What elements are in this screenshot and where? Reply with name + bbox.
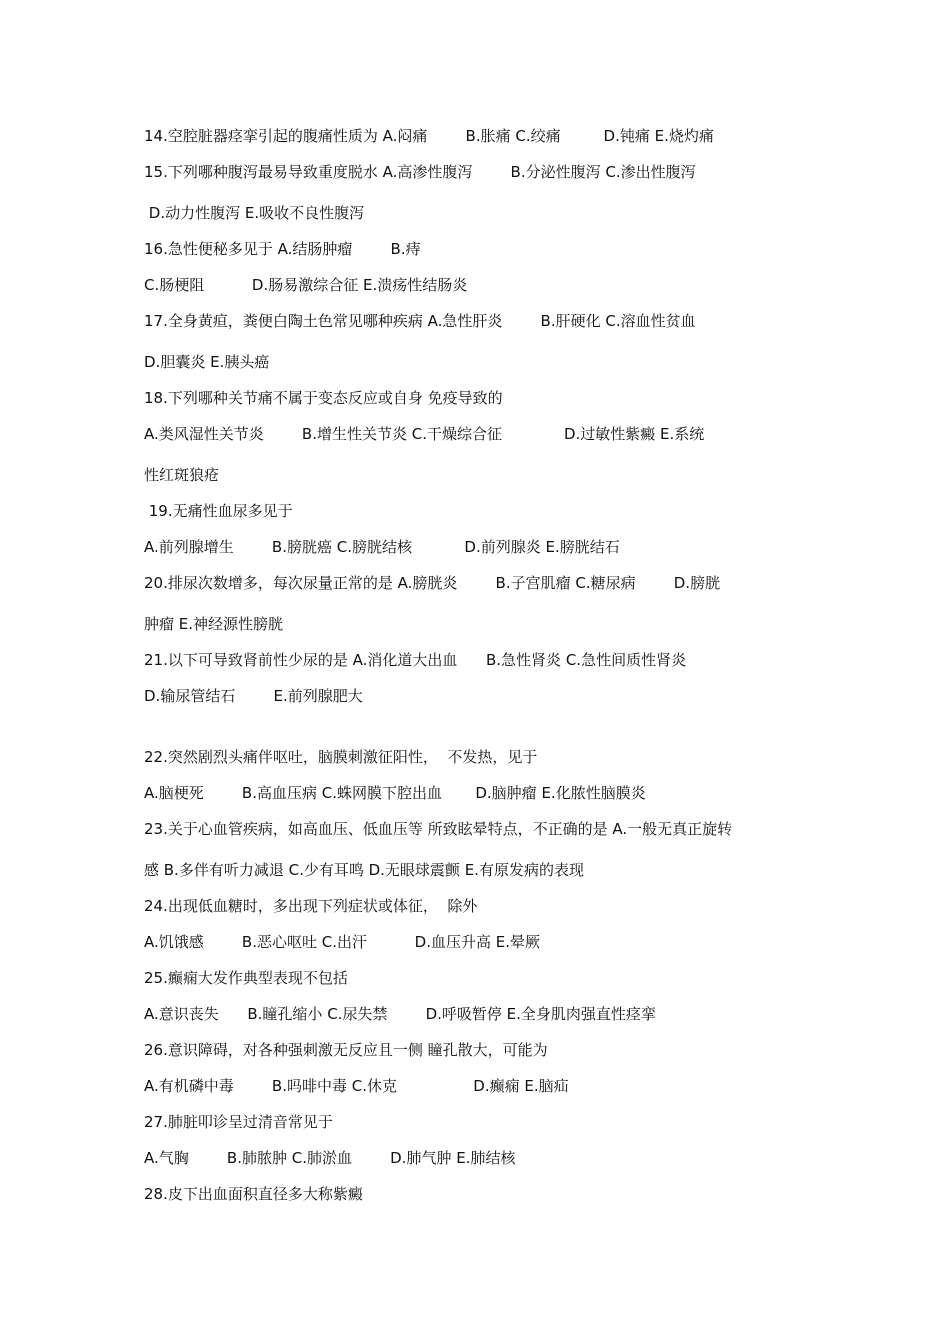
- text-line-q18-options: A.类风湿性关节炎 B.增生性关节炎 C.干燥综合征 D.过敏性紫癜 E.系统: [144, 425, 705, 443]
- text-line-q23-options: 感 B.多伴有听力减退 C.少有耳鸣 D.无眼球震颤 E.有原发病的表现: [144, 861, 584, 879]
- text-line-q22-options: A.脑梗死 B.高血压病 C.蛛网膜下腔出血 D.脑肿瘤 E.化脓性脑膜炎: [144, 784, 646, 802]
- text-line-q21: 21.以下可导致肾前性少尿的是 A.消化道大出血 B.急性肾炎 C.急性间质性肾炎: [144, 651, 687, 669]
- text-line-q20-options-cont: 肿瘤 E.神经源性膀胱: [144, 615, 284, 633]
- text-line-q17: 17.全身黄疸，粪便白陶土色常见哪种疾病 A.急性肝炎 B.肝硬化 C.溶血性贫血: [144, 312, 696, 330]
- text-line-q20: 20.排尿次数增多，每次尿量正常的是 A.膀胱炎 B.子宫肌瘤 C.糖尿病 D.膀胱: [144, 574, 721, 592]
- text-line-q16-options: C.肠梗阻 D.肠易激综合征 E.溃疡性结肠炎: [144, 276, 468, 294]
- text-line-q21-options: D.输尿管结石 E.前列腺肥大: [144, 687, 363, 705]
- text-line-q15-options: D.动力性腹泻 E.吸收不良性腹泻: [144, 204, 365, 222]
- text-line-q16: 16.急性便秘多见于 A.结肠肿瘤 B.痔: [144, 240, 421, 258]
- text-line-q27-options: A.气胸 B.肺脓肿 C.肺淤血 D.肺气肿 E.肺结核: [144, 1149, 516, 1167]
- text-line-q18-options-cont: 性红斑狼疮: [144, 466, 220, 484]
- text-line-q23: 23.关于心血管疾病，如高血压、低血压等 所致眩晕特点，不正确的是 A.一般无真正旋转: [144, 820, 733, 838]
- text-line-q25: 25.癫痫大发作典型表现不包括: [144, 969, 348, 987]
- text-line-q19-options: A.前列腺增生 B.膀胱癌 C.膀胱结核 D.前列腺炎 E.膀胱结石: [144, 538, 620, 556]
- text-line-q24-options: A.饥饿感 B.恶心呕吐 C.出汗 D.血压升高 E.晕厥: [144, 933, 540, 951]
- text-line-q18: 18.下列哪种关节痛不属于变态反应或自身 免疫导致的: [144, 389, 503, 407]
- text-line-q26: 26.意识障碍，对各种强刺激无反应且一侧 瞳孔散大，可能为: [144, 1041, 548, 1059]
- text-line-q15: 15.下列哪种腹泻最易导致重度脱水 A.高渗性腹泻 B.分泌性腹泻 C.渗出性腹泻: [144, 163, 696, 181]
- text-line-q17-options: D.胆囊炎 E.胰头癌: [144, 353, 270, 371]
- text-line-q24: 24.出现低血糖时，多出现下列症状或体征， 除外: [144, 897, 478, 915]
- text-line-q25-options: A.意识丧失 B.瞳孔缩小 C.尿失禁 D.呼吸暂停 E.全身肌肉强直性痉挛: [144, 1005, 656, 1023]
- text-line-q27: 27.肺脏叩诊呈过清音常见于: [144, 1113, 333, 1131]
- text-line-q22: 22.突然剧烈头痛伴呕吐，脑膜刺激征阳性， 不发热，见于: [144, 748, 538, 766]
- text-line-q14: 14.空腔脏器痉挛引起的腹痛性质为 A.闷痛 B.胀痛 C.绞痛 D.钝痛 E.烧灼痛: [144, 127, 714, 145]
- text-line-q19: 19.无痛性血尿多见于: [144, 502, 293, 520]
- text-line-q28: 28.皮下出血面积直径多大称紫癜: [144, 1185, 363, 1203]
- text-line-q26-options: A.有机磷中毒 B.吗啡中毒 C.休克 D.癫痫 E.脑疝: [144, 1077, 569, 1095]
